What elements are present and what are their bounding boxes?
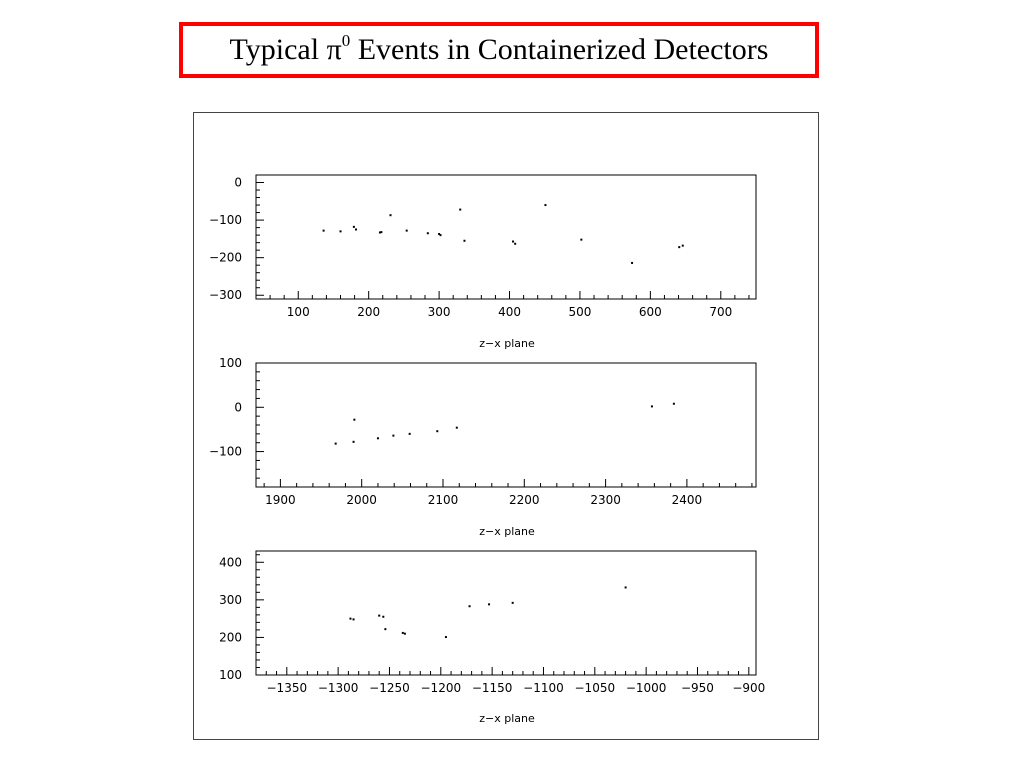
plot-3-data-point (382, 616, 384, 618)
plot-3-data-point (402, 632, 404, 634)
plot-2-x-tick-label: 1900 (265, 493, 296, 507)
plot-2-data-point (392, 435, 394, 437)
plot-1-x-tick-label: 100 (286, 305, 310, 319)
plot-3-x-axis-label: z−x plane (479, 712, 535, 725)
plot-2-data-point (436, 430, 438, 432)
plot-2-frame (256, 363, 756, 487)
plot-3-x-tick-label: −1050 (574, 681, 616, 695)
title-prefix: Typical π (229, 33, 342, 66)
plot-1-data-point (438, 233, 440, 235)
plot-1-y-tick-label: −300 (209, 288, 242, 303)
plot-3-x-tick-label: −1100 (523, 681, 564, 695)
plot-2-data-point (673, 403, 675, 405)
plot-2-x-axis-label: z−x plane (479, 525, 535, 538)
plot-1-data-point (512, 241, 514, 243)
plot-3-data-point (404, 633, 406, 635)
plot-3-x-tick-label: −900 (732, 681, 766, 695)
plot-1-data-point (544, 204, 546, 206)
plot-3-x-tick-label: −1150 (471, 681, 513, 695)
plot-3-y-tick-label: 200 (219, 630, 242, 645)
plot-3-x-tick-label: −950 (680, 681, 714, 695)
plot-1-data-point (323, 230, 325, 232)
plot-1-data-point (459, 209, 461, 211)
plot-1-data-point (631, 262, 633, 264)
plot-3-data-point (353, 618, 355, 620)
plot-3-data-point (488, 603, 490, 605)
plot-2-y-tick-label: 100 (219, 356, 242, 370)
plot-3-frame (256, 551, 756, 675)
plot-2-x-tick-label: 2400 (671, 493, 703, 507)
title-superscript: 0 (341, 31, 351, 50)
title-suffix: Events in Containerized Detectors (350, 33, 769, 66)
plot-1-data-point (463, 240, 465, 242)
plot-2-x-tick-label: 2000 (346, 493, 377, 507)
plot-1-frame (256, 175, 756, 299)
plot-1-data-point (355, 228, 357, 230)
plot-2-data-point (456, 427, 458, 429)
plot-1-x-tick-label: 600 (638, 305, 662, 319)
plot-1-data-point (380, 231, 382, 233)
plot-3-data-point (512, 602, 514, 604)
plot-1-x-axis-label: z−x plane (479, 337, 535, 350)
plot-1-y-tick-label: −100 (209, 213, 242, 228)
plot-2-y-tick-label: −100 (209, 444, 242, 459)
plot-3-x-tick-label: −1000 (625, 681, 667, 695)
plot-1-y-tick-label: 0 (234, 175, 242, 190)
plot-2-x-tick-label: 2100 (427, 493, 459, 507)
plot-1-data-point (682, 245, 684, 247)
plot-3-x-tick-label: −1350 (266, 681, 308, 695)
plot-1-data-point (353, 226, 355, 228)
plot-1-x-tick-label: 700 (709, 305, 733, 319)
plot-3-data-point (384, 628, 386, 630)
plot-2-data-point (651, 405, 653, 407)
plot-3-x-tick-label: −1250 (369, 681, 410, 695)
plot-3-data-point (445, 636, 447, 638)
plot-1-data-point (406, 230, 408, 232)
plot-3-data-point (469, 605, 471, 607)
plot-1-y-tick-label: −200 (209, 250, 242, 265)
plot-3-x-tick-label: −1300 (317, 681, 359, 695)
plot-2-y-tick-label: 0 (234, 400, 242, 415)
plot-3-x-tick-label: −1200 (420, 681, 462, 695)
plot-3-data-point (349, 618, 351, 620)
plot-1-x-tick-label: 200 (357, 305, 381, 319)
plot-1-data-point (427, 232, 429, 234)
plot-1-data-point (678, 246, 680, 248)
plot-3-data-point (378, 615, 380, 617)
plot-1-x-tick-label: 300 (427, 305, 451, 319)
plot-2-data-point (353, 419, 355, 421)
plot-3-y-tick-label: 100 (219, 668, 242, 682)
plot-1-data-point (340, 230, 342, 232)
plot-2-x-tick-label: 2200 (509, 493, 540, 507)
plot-2-data-point (377, 437, 379, 439)
plot-3-data-point (625, 586, 627, 588)
plot-2-data-point (409, 433, 411, 435)
plot-1-data-point (514, 243, 516, 245)
plot-1-x-tick-label: 400 (498, 305, 521, 319)
plot-1-data-point (390, 214, 392, 216)
plot-2-data-point (353, 441, 355, 443)
plot-3-y-tick-label: 400 (219, 555, 242, 570)
plot-1-x-tick-label: 500 (568, 305, 592, 319)
plot-2-x-tick-label: 2300 (590, 493, 621, 507)
plot-1-data-point (580, 239, 582, 241)
plot-3-y-tick-label: 300 (219, 592, 242, 607)
plot-2-data-point (335, 443, 337, 445)
